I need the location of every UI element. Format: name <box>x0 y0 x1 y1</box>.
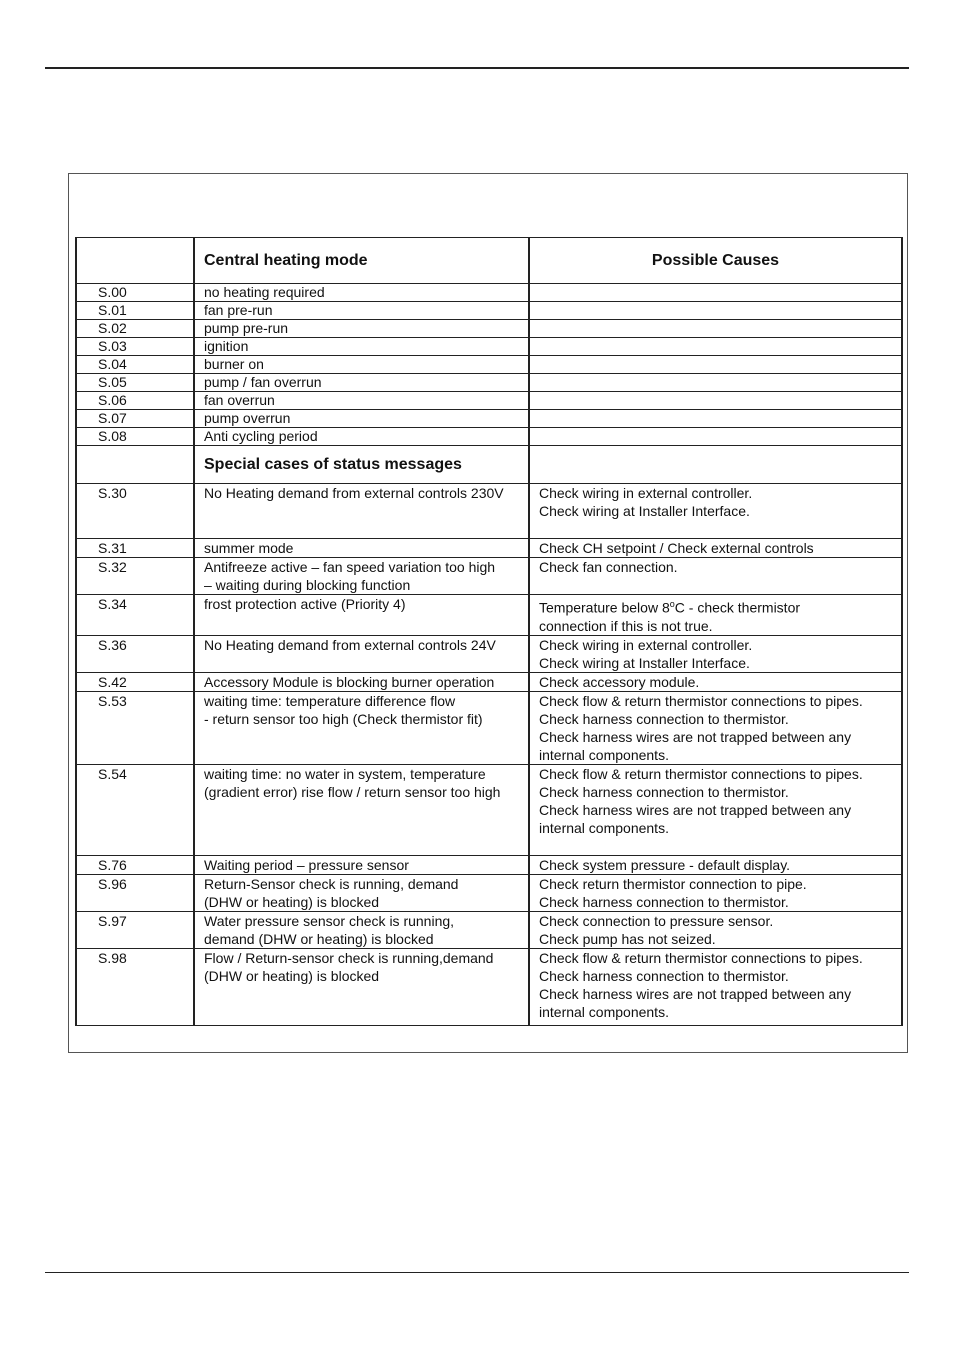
description-line: - return sensor too high (Check thermistor fit) <box>204 710 483 727</box>
status-description: fan pre-run <box>194 302 529 320</box>
cause-line: Check harness connection to thermistor. <box>539 967 789 984</box>
status-code: S.76 <box>76 855 194 874</box>
table-row <box>76 595 902 636</box>
description-line: frost protection active (Priority 4) <box>204 596 406 612</box>
table-row <box>76 539 902 558</box>
status-description <box>194 635 529 672</box>
status-description <box>194 764 529 855</box>
description-line: (DHW or heating) is blocked <box>204 967 380 984</box>
description-line: waiting time: temperature difference flow <box>204 692 456 709</box>
status-description <box>194 558 529 595</box>
status-code: S.36 <box>76 635 194 672</box>
section-causes-cell <box>529 446 902 484</box>
possible-causes <box>529 410 902 428</box>
status-code: S.97 <box>76 911 194 948</box>
status-code: S.54 <box>76 764 194 855</box>
cause-line: Check harness connection to thermistor. <box>539 783 789 800</box>
status-code: S.42 <box>76 672 194 691</box>
status-description: ignition <box>194 338 529 356</box>
possible-causes <box>529 338 902 356</box>
possible-causes <box>529 284 902 302</box>
status-code: S.05 <box>76 374 194 392</box>
possible-causes <box>529 874 902 911</box>
cause-text: C - check thermistor <box>674 599 801 616</box>
description-line: Accessory Module is blocking burner operation <box>204 673 495 690</box>
possible-causes <box>529 635 902 672</box>
cause-line: Check harness connection to thermistor. <box>539 893 789 910</box>
cause-line: Check flow & return thermistor connections to pipes. <box>539 949 863 966</box>
section-header-row <box>76 446 902 484</box>
possible-causes <box>529 691 902 764</box>
status-description <box>194 595 529 636</box>
status-code: S.01 <box>76 302 194 320</box>
description-line: No Heating demand from external controls 230V <box>204 485 504 501</box>
description-line: Flow / Return-sensor check is running,demand <box>204 949 494 966</box>
description-line: demand (DHW or heating) is blocked <box>204 930 434 947</box>
possible-causes <box>529 320 902 338</box>
header-code-cell <box>76 238 194 284</box>
table-row <box>76 302 902 320</box>
table-header-row <box>76 238 902 284</box>
possible-causes <box>529 539 902 558</box>
possible-causes <box>529 302 902 320</box>
status-code: S.07 <box>76 410 194 428</box>
cause-line: Check pump has not seized. <box>539 930 716 947</box>
table-row <box>76 410 902 428</box>
cause-line: internal components. <box>539 1003 669 1020</box>
status-code-table <box>75 237 903 1026</box>
status-description: pump pre-run <box>194 320 529 338</box>
table-row <box>76 284 902 302</box>
description-line: Waiting period – pressure sensor <box>204 856 409 873</box>
bottom-rule <box>45 1272 909 1273</box>
possible-causes <box>529 672 902 691</box>
table-row <box>76 672 902 691</box>
cause-line: Check harness wires are not trapped between any <box>539 728 852 745</box>
status-description <box>194 691 529 764</box>
status-code: S.30 <box>76 484 194 539</box>
possible-causes <box>529 948 902 1025</box>
description-line: waiting time: no water in system, temperature <box>204 765 486 782</box>
table-row <box>76 764 902 855</box>
table-row <box>76 374 902 392</box>
table-row <box>76 428 902 446</box>
possible-causes <box>529 911 902 948</box>
status-code: S.00 <box>76 284 194 302</box>
table-row <box>76 392 902 410</box>
cause-line: connection if this is not true. <box>539 617 713 634</box>
status-code: S.03 <box>76 338 194 356</box>
table-row <box>76 558 902 595</box>
cause-text: Temperature below 8 <box>539 599 670 616</box>
status-description: no heating required <box>194 284 529 302</box>
cause-line: Check wiring at Installer Interface. <box>539 654 750 671</box>
status-description <box>194 855 529 874</box>
description-line: (DHW or heating) is blocked <box>204 893 380 910</box>
possible-causes <box>529 764 902 855</box>
cause-line: Check connection to pressure sensor. <box>539 912 774 929</box>
possible-causes <box>529 855 902 874</box>
table-row <box>76 320 902 338</box>
cause-line: Check wiring in external controller. <box>539 636 753 653</box>
status-code: S.53 <box>76 691 194 764</box>
status-description: pump / fan overrun <box>194 374 529 392</box>
status-code: S.06 <box>76 392 194 410</box>
description-line: – waiting during blocking function <box>204 577 411 593</box>
header-mode: Central heating mode <box>194 238 529 284</box>
status-description <box>194 484 529 539</box>
status-code: S.96 <box>76 874 194 911</box>
cause-line <box>539 595 901 617</box>
top-rule <box>45 67 909 69</box>
status-description: fan overrun <box>194 392 529 410</box>
possible-causes <box>529 356 902 374</box>
possible-causes <box>529 428 902 446</box>
cause-line: Check system pressure - default display. <box>539 856 791 873</box>
cause-line: Check harness wires are not trapped between any <box>539 985 852 1002</box>
possible-causes <box>529 374 902 392</box>
cause-line: internal components. <box>539 746 669 763</box>
cause-line: Check return thermistor connection to pipe. <box>539 875 807 892</box>
status-description <box>194 911 529 948</box>
cause-line: internal components. <box>539 819 669 836</box>
description-line: Return-Sensor check is running, demand <box>204 875 459 892</box>
degree-superscript: o <box>669 599 675 609</box>
table-row <box>76 356 902 374</box>
cause-line: Check wiring in external controller. <box>539 485 753 501</box>
cause-line: Check CH setpoint / Check external controls <box>539 540 814 556</box>
description-line: Water pressure sensor check is running, <box>204 912 455 929</box>
table-row <box>76 691 902 764</box>
possible-causes <box>529 484 902 539</box>
header-causes: Possible Causes <box>529 238 902 284</box>
status-code: S.04 <box>76 356 194 374</box>
table-row <box>76 855 902 874</box>
table-row <box>76 484 902 539</box>
status-code: S.98 <box>76 948 194 1025</box>
table-row <box>76 948 902 1025</box>
status-description: burner on <box>194 356 529 374</box>
description-line: No Heating demand from external controls 24V <box>204 636 496 653</box>
description-line: Antifreeze active – fan speed variation too high <box>204 559 496 575</box>
description-line: (gradient error) rise flow / return sensor too high <box>204 783 501 800</box>
table-row <box>76 338 902 356</box>
description-line: summer mode <box>204 540 294 556</box>
cause-line: Check harness wires are not trapped between any <box>539 801 852 818</box>
status-code: S.32 <box>76 558 194 595</box>
possible-causes <box>529 595 902 636</box>
cause-line: Check accessory module. <box>539 673 700 690</box>
status-description <box>194 874 529 911</box>
status-description: Anti cycling period <box>194 428 529 446</box>
table-row <box>76 911 902 948</box>
status-code: S.02 <box>76 320 194 338</box>
cause-line: Check fan connection. <box>539 559 678 575</box>
cause-line: Check harness connection to thermistor. <box>539 710 789 727</box>
section-header: Special cases of status messages <box>194 446 529 484</box>
possible-causes <box>529 558 902 595</box>
possible-causes <box>529 392 902 410</box>
status-code: S.34 <box>76 595 194 636</box>
table-row <box>76 874 902 911</box>
status-description: pump overrun <box>194 410 529 428</box>
cause-line: Check flow & return thermistor connections to pipes. <box>539 765 863 782</box>
status-description <box>194 539 529 558</box>
status-description <box>194 672 529 691</box>
cause-line: Check flow & return thermistor connections to pipes. <box>539 692 863 709</box>
status-description <box>194 948 529 1025</box>
status-code: S.31 <box>76 539 194 558</box>
table-row <box>76 635 902 672</box>
status-code: S.08 <box>76 428 194 446</box>
cause-line: Check wiring at Installer Interface. <box>539 503 750 519</box>
section-code-cell <box>76 446 194 484</box>
